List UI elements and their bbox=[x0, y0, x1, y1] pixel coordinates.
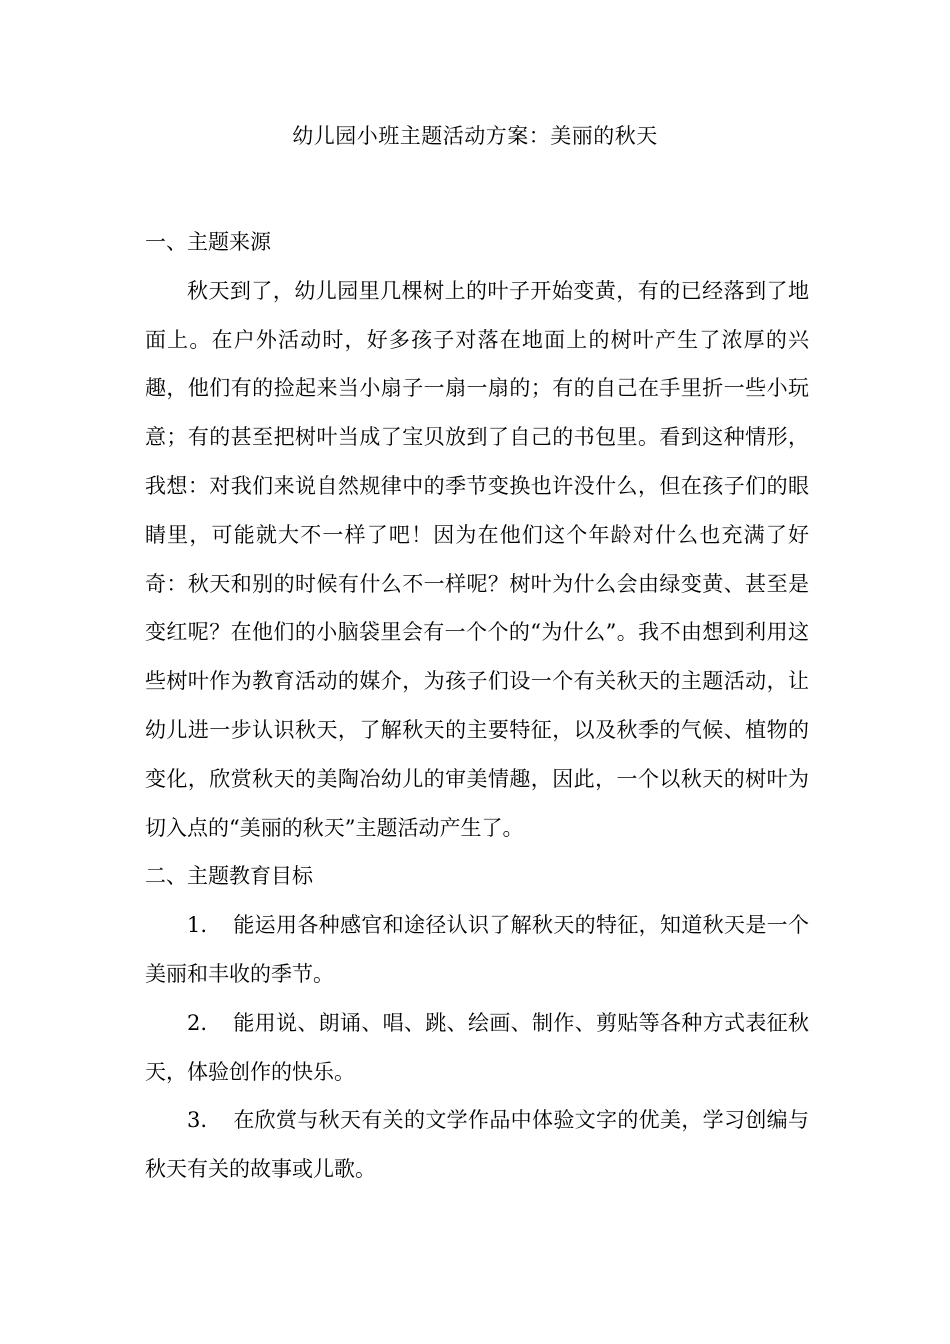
goal-text: 能用说、朗诵、唱、跳、绘画、制作、剪贴等各种方式表征秋天，体验创作的快乐。 bbox=[145, 1010, 809, 1084]
goal-text: 在欣赏与秋天有关的文学作品中体验文字的优美，学习创编与秋天有关的故事或儿歌。 bbox=[145, 1108, 809, 1182]
goal-item bbox=[145, 999, 809, 1097]
goal-number: 2. bbox=[187, 1010, 208, 1035]
section-heading-education-goals: 二、主题教育目标 bbox=[145, 864, 313, 889]
goal-item bbox=[145, 901, 809, 999]
document-title: 幼儿园小班主题活动方案：美丽的秋天 bbox=[292, 124, 658, 148]
goal-number: 1. bbox=[187, 913, 208, 938]
goal-text: 能运用各种感官和途径认识了解秋天的特征，知道秋天是一个美丽和丰收的季节。 bbox=[145, 913, 809, 986]
goal-item bbox=[145, 1096, 809, 1194]
theme-source-paragraph: 秋天到了，幼儿园里几棵树上的叶子开始变黄，有的已经落到了地面上。在户外活动时，好多孩子对落在地面上的树叶产生了浓厚的兴趣，他们有的捡起来当小扇子一扇一扇的；有的自己在手里折一些小玩意；有的甚至把树叶当成了宝贝放到了自己的书包里。看到这种情形，我想：对我们来说自然规律中的季节变换也许没什么，但在孩子们的眼睛里，可能就大不一样了吧！因为在他们这个年龄对什么也充满了好奇：秋天和别的时候有什么不一样呢？树叶为什么会由绿变黄、甚至是变红呢？在他们的小脑袋里会有一个个的“为什么”。我不由想到利用这些树叶作为教育活动的媒介，为孩子们设一个有关秋天的主题活动，让幼儿进一步认识秋天，了解秋天的主要特征，以及秋季的气候、植物的变化，欣赏秋天的美陶冶幼儿的审美情趣，因此，一个以秋天的树叶为切入点的“美丽的秋天”主题活动产生了。 bbox=[145, 278, 809, 840]
goal-number: 3. bbox=[187, 1108, 208, 1133]
document-body bbox=[145, 218, 809, 1194]
section-heading-theme-source: 一、主题来源 bbox=[145, 230, 271, 254]
